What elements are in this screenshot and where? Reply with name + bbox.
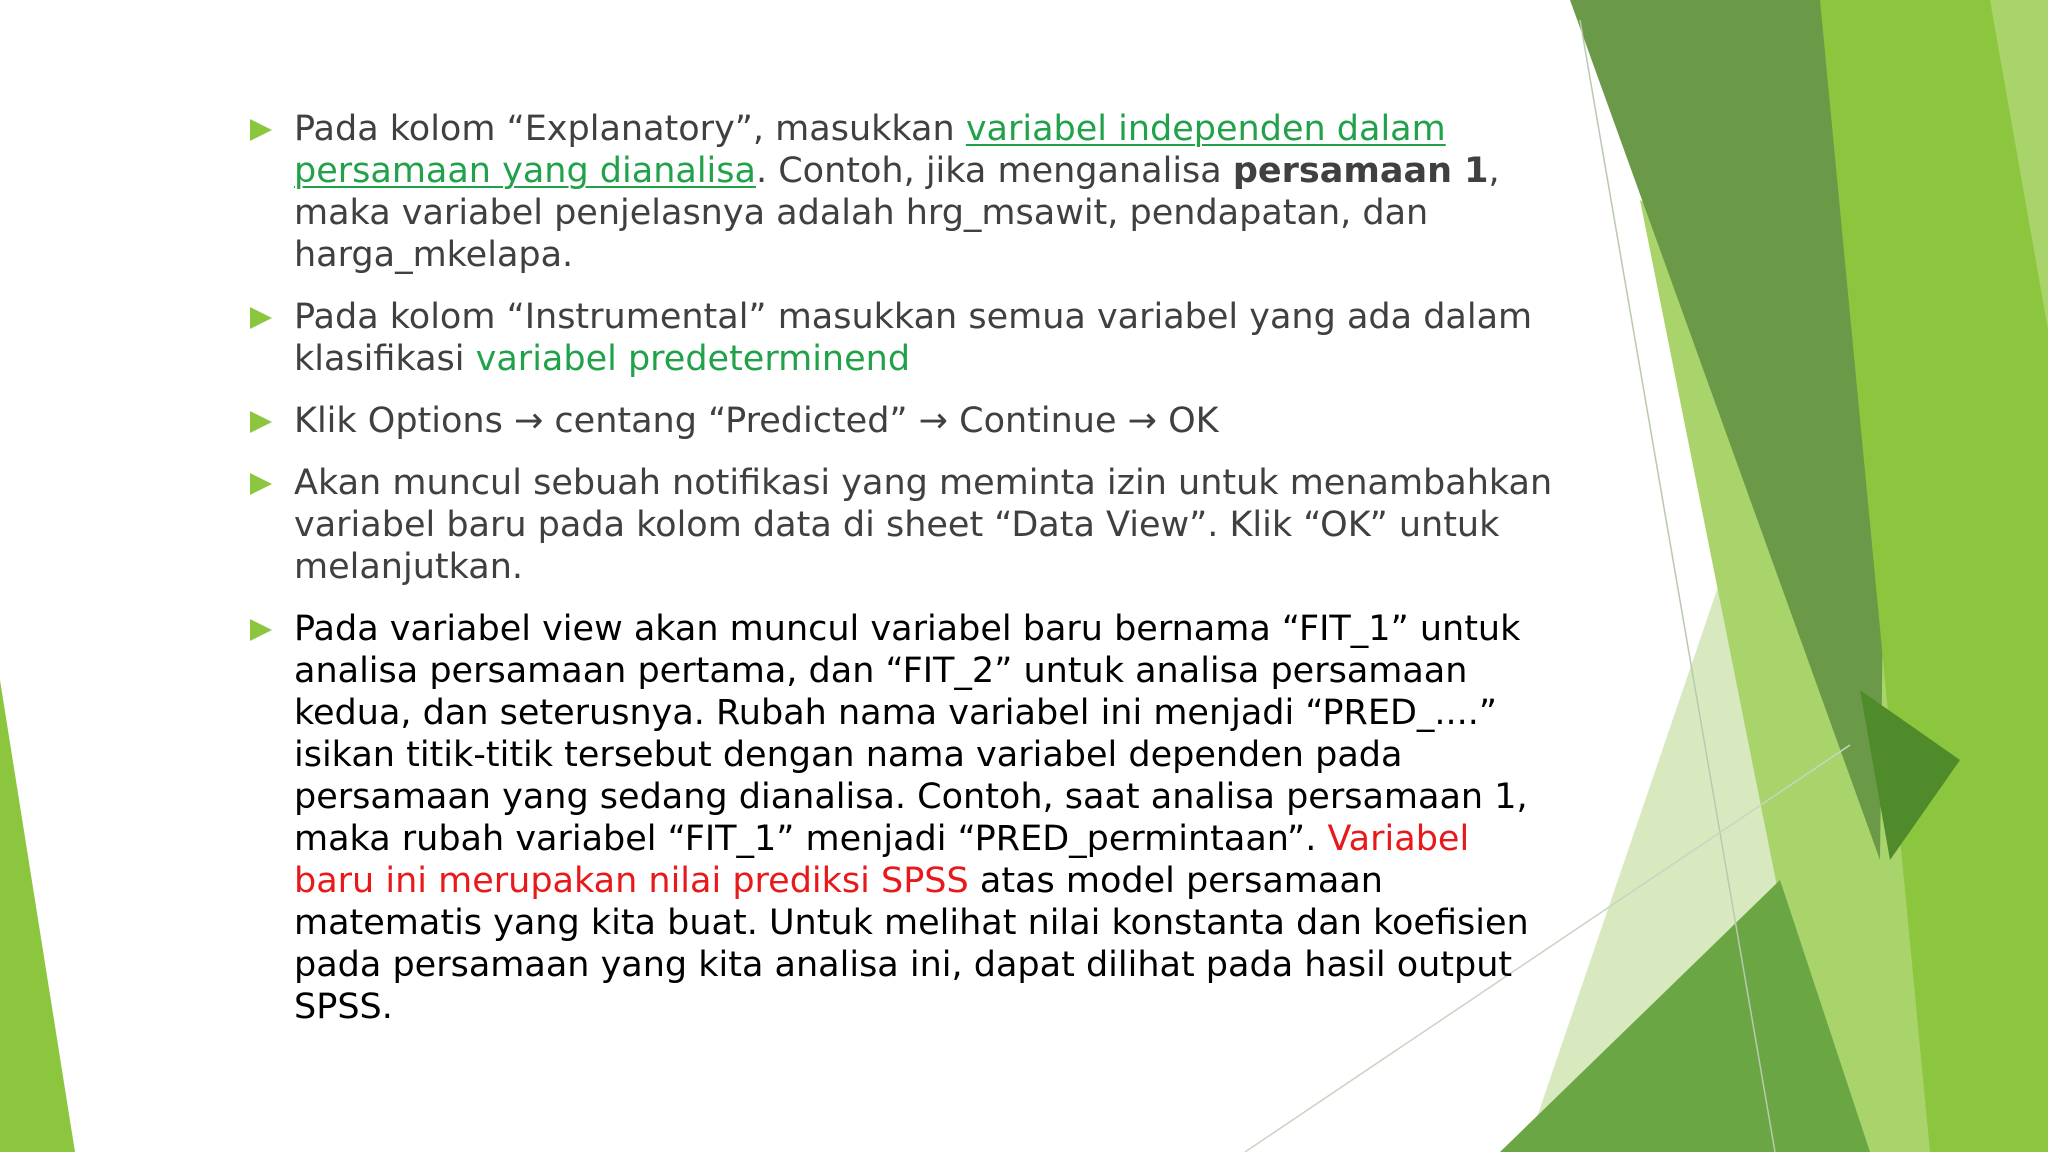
left-green-sliver	[0, 680, 75, 1152]
bullet-explanatory: Pada kolom “Explanatory”, masukkan variabel independen dalam persamaan yang dianalisa. Contoh, jika menganalisa persamaan 1, maka variabel penjelasnya adalah hrg_msawit, pendapatan, dan harga_mkelapa.	[248, 108, 1558, 276]
bullet-arrow-icon	[250, 119, 272, 141]
bullet-options: Klik Options → centang “Predicted” → Continue → OK	[248, 400, 1558, 442]
bullet-arrow-icon	[250, 473, 272, 495]
bullet-arrow-icon	[250, 307, 272, 329]
bullet-arrow-icon	[250, 619, 272, 641]
slide-body	[248, 108, 1558, 1028]
explanatory-link[interactable]: variabel independen dalam persamaan yang dianalisa	[294, 109, 1446, 191]
bullet-notification: Akan muncul sebuah notifikasi yang meminta izin untuk menambahkan variabel baru pada kolom data di sheet “Data View”. Klik “OK” untuk melanjutkan.	[248, 462, 1558, 588]
bullet-fit-variable: Pada variabel view akan muncul variabel baru bernama “FIT_1” untuk analisa persamaan pertama, dan “FIT_2” untuk analisa persamaan kedua, dan seterusnya. Rubah nama variabel ini menjadi “PRED_....” isikan titik-titik tersebut dengan nama variabel dependen pada persamaan yang sedang dianalisa. Contoh, saat analisa persamaan 1, maka rubah variabel “FIT_1” menjadi “PRED_permintaan”. Variabel baru ini merupakan nilai prediksi SPSS atas model persamaan matematis yang kita buat. Untuk melihat nilai konstanta dan koefisien pada persamaan yang kita analisa ini, dapat dilihat pada hasil output SPSS.	[248, 608, 1558, 1028]
bullet-instrumental: Pada kolom “Instrumental” masukkan semua variabel yang ada dalam klasifikasi variabel predeterminend	[248, 296, 1558, 380]
bullet-arrow-icon	[250, 411, 272, 433]
